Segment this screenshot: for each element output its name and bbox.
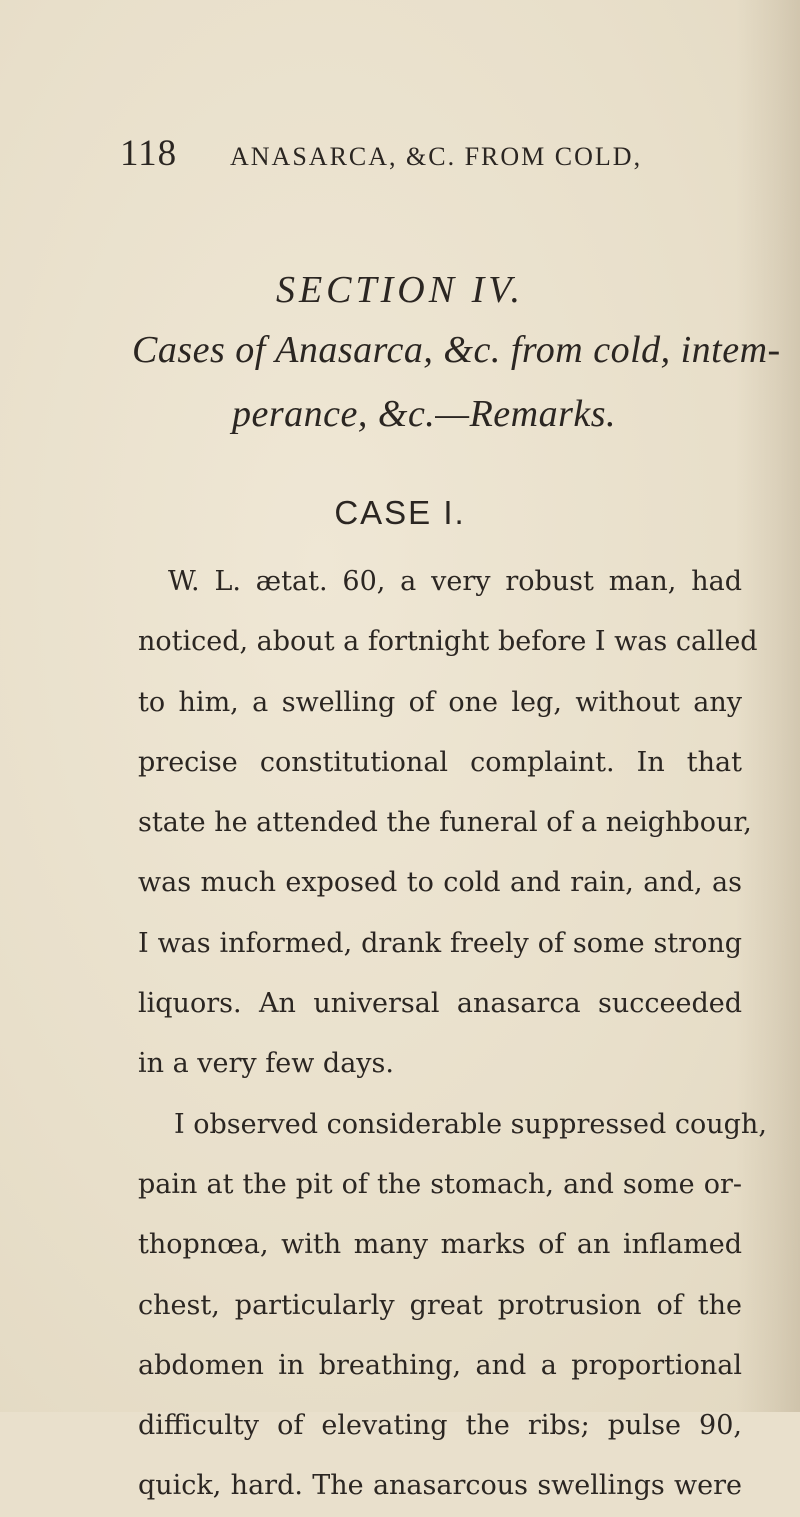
- body-line: pain at the pit of the stomach, and some or-: [138, 1168, 742, 1200]
- body-line: difficulty of elevating the ribs; pulse 90,: [138, 1410, 742, 1442]
- body-line: I observed considerable suppressed cough,: [174, 1108, 767, 1140]
- page-number: 118: [120, 133, 178, 174]
- body-line: to him, a swelling of one leg, without any: [138, 686, 742, 718]
- body-line: was much exposed to cold and rain, and, as: [138, 867, 742, 899]
- body-line: noticed, about a fortnight before I was called: [138, 626, 758, 658]
- section-subtitle-line-2: perance, &c.—Remarks.: [232, 393, 617, 435]
- body-line: liquors. An universal anasarca succeeded: [138, 988, 742, 1020]
- body-line: abdomen in breathing, and a proportional: [138, 1349, 742, 1381]
- body-text: [138, 552, 767, 1517]
- section-title: SECTION IV.: [275, 269, 525, 311]
- case-title: CASE I.: [334, 494, 466, 531]
- body-line: chest, particularly great protrusion of the: [138, 1289, 742, 1321]
- body-line: precise constitutional complaint. In that: [138, 746, 742, 778]
- body-line: I was informed, drank freely of some strong: [138, 927, 742, 959]
- section-subtitle-line-1: Cases of Anasarca, &c. from cold, intem-: [132, 329, 781, 371]
- body-line: in a very few days.: [138, 1048, 394, 1080]
- body-line: quick, hard. The anasarcous swellings were: [138, 1470, 742, 1502]
- body-line: W. L. ætat. 60, a very robust man, had: [168, 566, 742, 597]
- running-head: [120, 132, 680, 172]
- body-line: state he attended the funeral of a neighbour,: [138, 807, 752, 839]
- body-line: thopnœa, with many marks of an inflamed: [138, 1229, 742, 1261]
- running-title: ANASARCA, &C. FROM COLD,: [230, 142, 643, 171]
